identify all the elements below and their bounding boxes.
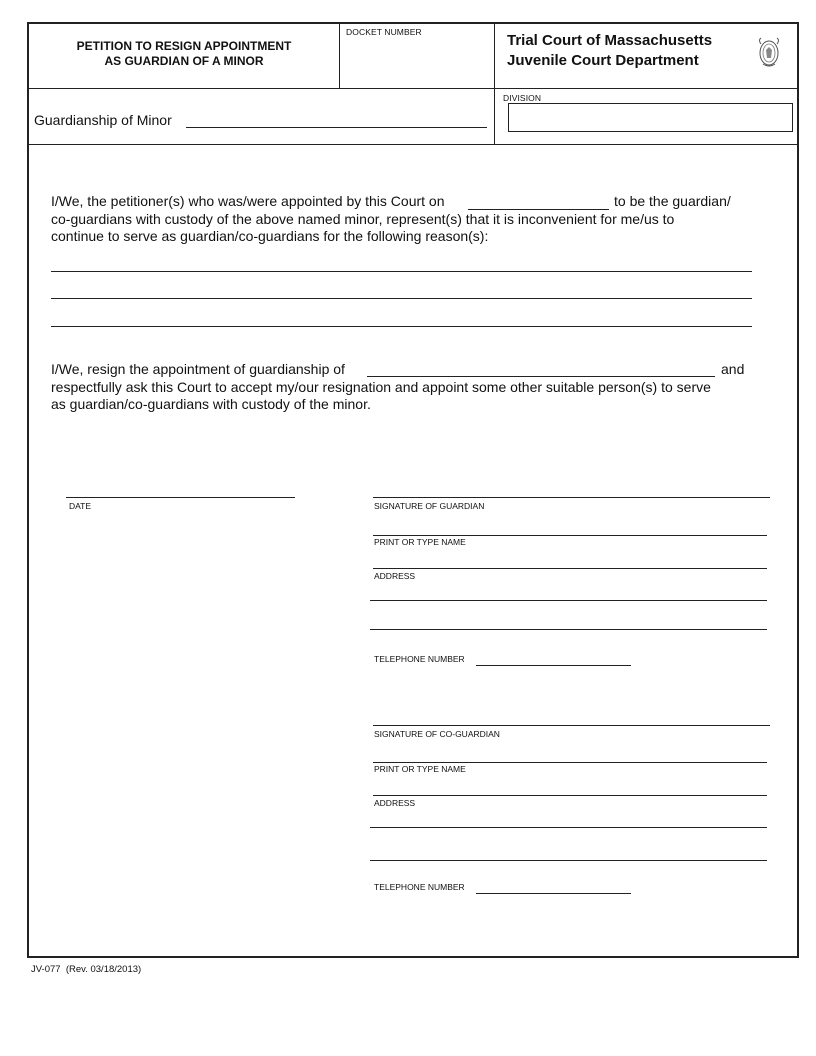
reason-line-2[interactable] bbox=[51, 298, 752, 299]
form-title-line2: AS GUARDIAN OF A MINOR bbox=[104, 54, 264, 68]
para2 bbox=[51, 379, 771, 414]
docket-number-field[interactable] bbox=[341, 40, 492, 86]
docket-left-divider bbox=[339, 23, 340, 88]
guardian-address-label: ADDRESS bbox=[374, 571, 416, 581]
reason-line-3[interactable] bbox=[51, 326, 752, 327]
co-guardian-signature-field[interactable] bbox=[373, 725, 770, 726]
state-seal-icon bbox=[755, 36, 783, 70]
division-field[interactable] bbox=[508, 103, 793, 132]
guardian-address-field-1[interactable] bbox=[373, 568, 767, 569]
co-guardian-phone-label: TELEPHONE NUMBER bbox=[374, 882, 465, 892]
court-name bbox=[507, 31, 712, 71]
para2-line1-b: and bbox=[721, 361, 745, 377]
docket-right-divider bbox=[494, 23, 495, 145]
form-title bbox=[30, 39, 338, 69]
guardian-name-field[interactable] bbox=[373, 535, 767, 536]
reason-line-1[interactable] bbox=[51, 271, 752, 272]
date-field[interactable] bbox=[66, 497, 295, 498]
guardian-signature-field[interactable] bbox=[373, 497, 770, 498]
para2-line3: as guardian/co-guardians with custody of the minor. bbox=[51, 396, 371, 412]
para2-line2: respectfully ask this Court to accept my/our resignation and appoint some other suitable person(s) to serve bbox=[51, 378, 711, 395]
guardian-phone-label: TELEPHONE NUMBER bbox=[374, 654, 465, 664]
co-guardian-address-field-2[interactable] bbox=[370, 827, 767, 828]
date-label: DATE bbox=[69, 501, 92, 511]
docket-label: DOCKET NUMBER bbox=[346, 27, 422, 37]
guardian-name-label: PRINT OR TYPE NAME bbox=[374, 537, 466, 547]
form-frame bbox=[27, 22, 799, 958]
co-guardian-phone-field[interactable] bbox=[476, 893, 631, 894]
co-guardian-name-field[interactable] bbox=[373, 762, 767, 763]
guardian-signature-label: SIGNATURE OF GUARDIAN bbox=[374, 501, 485, 511]
para1-line1-b: to be the guardian/ bbox=[614, 193, 731, 209]
co-guardian-signature-label: SIGNATURE OF CO-GUARDIAN bbox=[374, 729, 500, 739]
header-bottom-divider bbox=[28, 144, 798, 145]
guardian-address-field-2[interactable] bbox=[370, 600, 767, 601]
division-label: DIVISION bbox=[503, 93, 542, 103]
minor-name-field[interactable] bbox=[186, 127, 487, 128]
co-guardian-address-label: ADDRESS bbox=[374, 798, 416, 808]
para1-line1-a: I/We, the petitioner(s) who was/were appointed by this Court on bbox=[51, 193, 445, 209]
co-guardian-name-label: PRINT OR TYPE NAME bbox=[374, 764, 466, 774]
guardianship-label: Guardianship of Minor bbox=[34, 112, 172, 128]
header-divider bbox=[28, 88, 798, 89]
para2-line1-a: I/We, resign the appointment of guardianship of bbox=[51, 361, 345, 377]
minor-name-resign-field[interactable] bbox=[367, 376, 715, 377]
para1-line3: continue to serve as guardian/co-guardians for the following reason(s): bbox=[51, 228, 489, 244]
form-title-line1: PETITION TO RESIGN APPOINTMENT bbox=[76, 39, 292, 53]
co-guardian-address-field-3[interactable] bbox=[370, 860, 767, 861]
court-line2: Juvenile Court Department bbox=[507, 52, 699, 69]
appointment-date-field[interactable] bbox=[468, 209, 609, 210]
para1-line2: co-guardians with custody of the above named minor, represent(s) that it is inconvenient for me/us to bbox=[51, 210, 675, 227]
guardian-phone-field[interactable] bbox=[476, 665, 631, 666]
guardian-address-field-3[interactable] bbox=[370, 629, 767, 630]
co-guardian-address-field-1[interactable] bbox=[373, 795, 767, 796]
form-code: JV-077 (Rev. 03/18/2013) bbox=[31, 964, 142, 975]
court-line1: Trial Court of Massachusetts bbox=[507, 32, 713, 49]
